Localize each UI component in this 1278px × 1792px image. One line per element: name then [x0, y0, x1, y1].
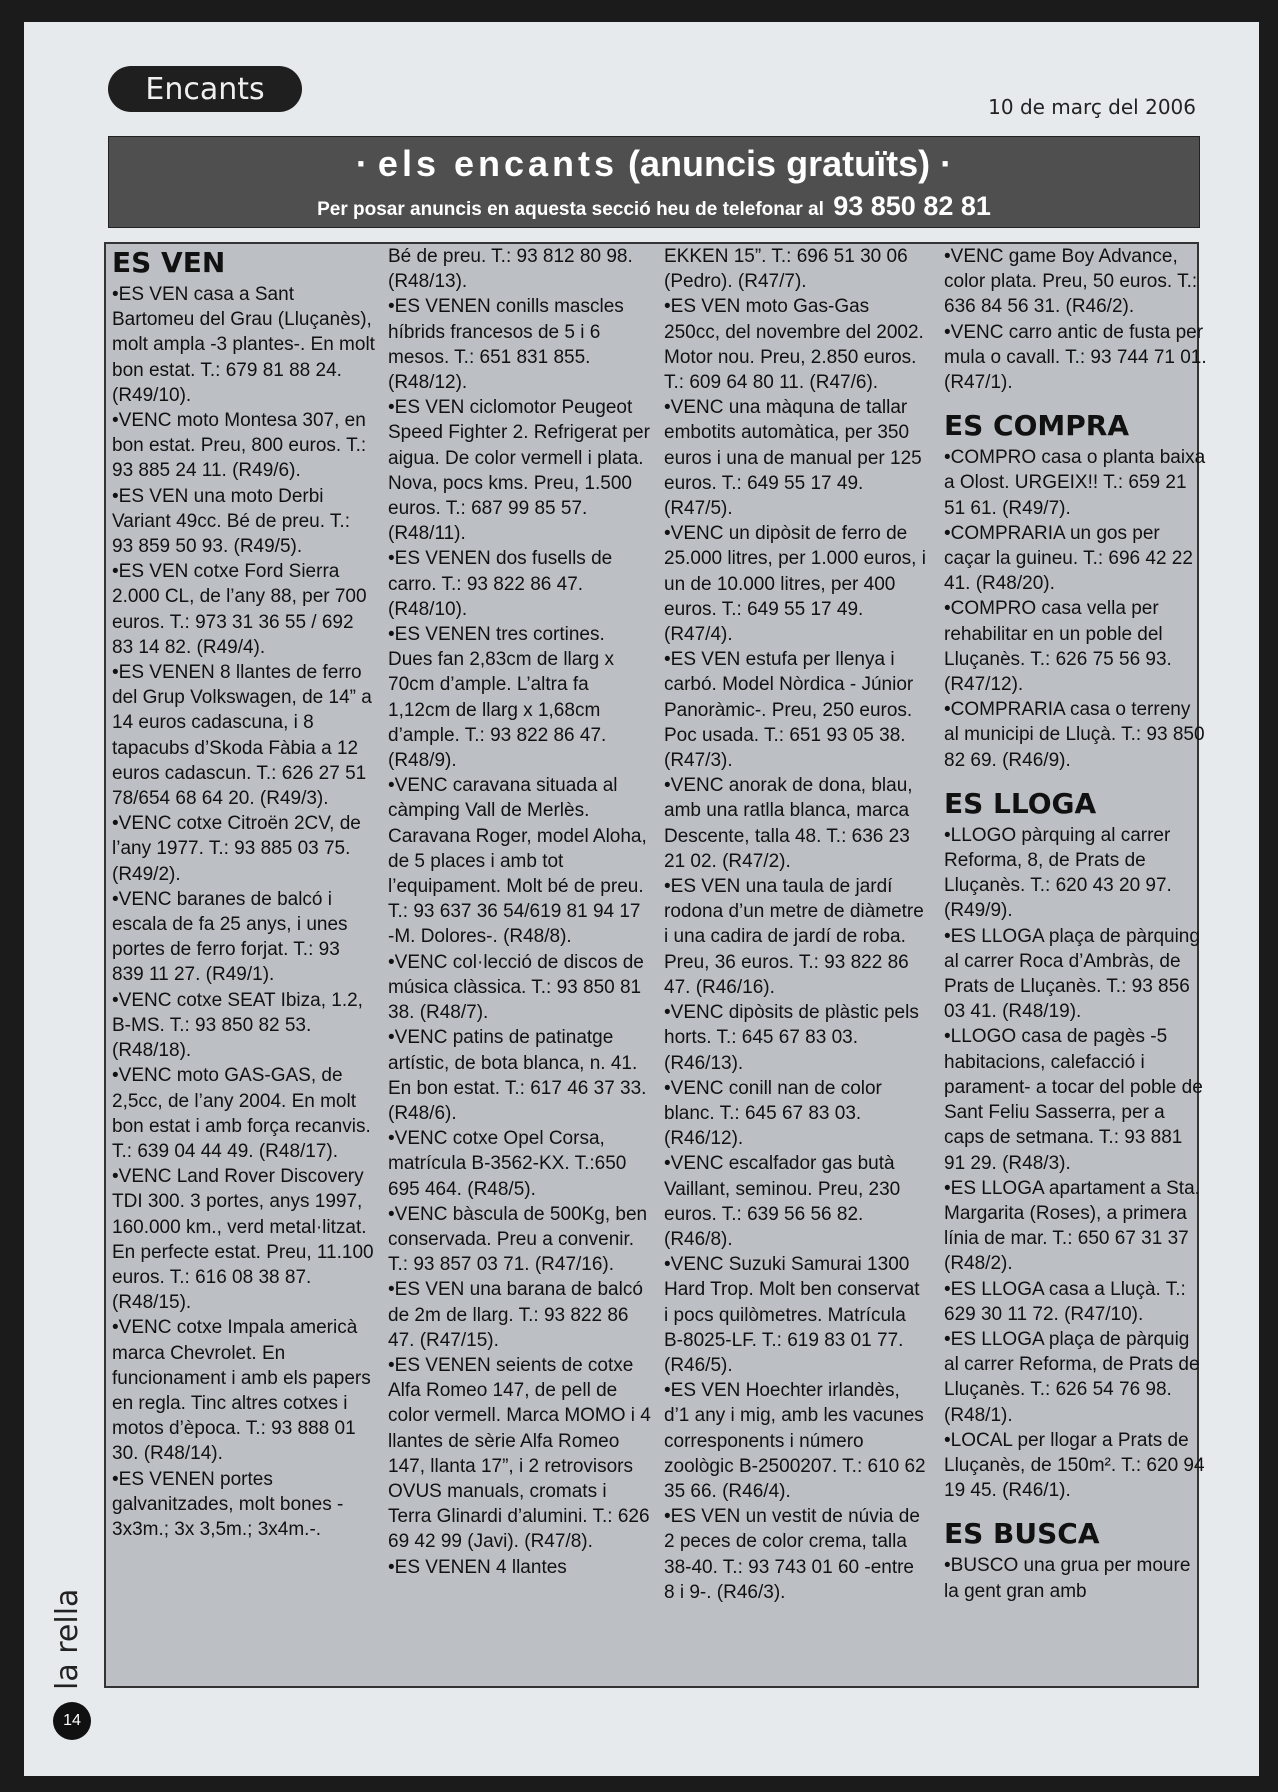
- title-dot-right: ·: [940, 143, 953, 184]
- classified-ad: • ES VEN una taula de jardí rodona d’un metre de diàmetre i una cadira de jardí de roba. Preu, 36 euros. T.: 93 822 86 47. (R46/16).: [664, 874, 928, 1000]
- classified-ad: • COMPRO casa vella per rehabilitar en un poble del Lluçanès. T.: 626 75 56 93. (R47/12).: [944, 596, 1208, 697]
- classified-ad: • COMPRARIA un gos per caçar la guineu. T.: 696 42 22 41. (R48/20).: [944, 521, 1208, 597]
- classified-ad: • VENC una màquna de tallar embotits automàtica, per 350 euros i una de manual per 125 euros. T.: 649 55 17 49. (R47/5).: [664, 395, 928, 521]
- classified-ad: • VENC cotxe SEAT Ibiza, 1.2, B-MS. T.: 93 850 82 53. (R48/18).: [112, 988, 376, 1064]
- classified-ad: • ES LLOGA plaça de pàrquig al carrer Reforma, de Prats de Lluçanès. T.: 626 54 76 98. (R48/1).: [944, 1327, 1208, 1428]
- banner-title-main: els encants: [377, 143, 619, 184]
- classified-ad: • LLOGO casa de pagès -5 habitacions, calefacció i parament- a tocar del poble de Sant Feliu Sasserra, per a caps de setmana. T.: 93 881 91 29. (R48/3).: [944, 1024, 1208, 1175]
- issue-date: 10 de març del 2006: [988, 95, 1196, 119]
- classified-ad: • ES VENEN seients de cotxe Alfa Romeo 147, de pell de color vermell. Marca MOMO i 4 llantes de sèrie Alfa Romeo 147, llanta 17”, i 2 retrovisors OVUS manuals, cromats i Terra Glinardi d’alumini. T.: 626 69 42 99 (Javi). (R47/8).: [388, 1353, 652, 1555]
- classified-ad: • ES VENEN portes galvanitzades, molt bones - 3x3m.; 3x 3,5m.; 3x4m.-.: [112, 1467, 376, 1543]
- classified-ad: • VENC moto GAS-GAS, de 2,5cc, de l’any 2004. En molt bon estat i amb força recanvis. T.: 639 04 44 49. (R48/17).: [112, 1063, 376, 1164]
- banner-title-rest: (anuncis gratuïts): [628, 143, 931, 184]
- banner-title: [109, 143, 1199, 185]
- classified-ad: • VENC caravana situada al càmping Vall de Merlès. Caravana Roger, model Aloha, de 5 places i amb tot l’equipament. Molt bé de preu. T.: 93 637 36 54/619 81 94 17 -M. Dolores-. (R48/8).: [388, 773, 652, 949]
- category-heading: ES VEN: [112, 246, 226, 279]
- classified-ad: • ES LLOGA plaça de pàrquing al carrer Roca d’Ambràs, de Prats de Lluçanès. T.: 93 856 03 41. (R48/19).: [944, 924, 1208, 1025]
- classified-ad: • VENC Land Rover Discovery TDI 300. 3 portes, anys 1997, 160.000 km., verd metal·litzat. En perfecte estat. Preu, 11.100 euros. T.: 616 08 38 87. (R48/15).: [112, 1164, 376, 1315]
- classified-ad: • VENC col·lecció de discos de música clàssica. T.: 93 850 81 38. (R48/7).: [388, 950, 652, 1026]
- banner-subtitle: [109, 191, 1199, 222]
- classified-ad: • COMPRARIA casa o terreny al municipi de Lluçà. T.: 93 850 82 69. (R46/9).: [944, 697, 1208, 773]
- classified-ad-continued: Bé de preu. T.: 93 812 80 98. (R48/13).: [388, 246, 633, 293]
- classified-ad: • VENC baranes de balcó i escala de fa 25 anys, i unes portes de ferro forjat. T.: 93 839 11 27. (R49/1).: [112, 887, 376, 988]
- classified-ad: • ES VEN ciclomotor Peugeot Speed Fighter 2. Refrigerat per aigua. De color vermell i plata. Nova, pocs kms. Preu, 1.500 euros. T.: 687 99 85 57. (R48/11).: [388, 395, 652, 546]
- category-heading: ES BUSCA: [944, 1517, 1100, 1551]
- classified-ad: • VENC moto Montesa 307, en bon estat. Preu, 800 euros. T.: 93 885 24 11. (R49/6).: [112, 408, 376, 484]
- classified-ad: • VENC bàscula de 500Kg, ben conservada. Preu a convenir. T.: 93 857 03 71. (R47/16).: [388, 1202, 652, 1278]
- classified-ad: • ES VENEN dos fusells de carro. T.: 93 822 86 47. (R48/10).: [388, 546, 652, 622]
- classifieds-banner: [108, 136, 1200, 228]
- classified-ad: • COMPRO casa o planta baixa a Olost. URGEIX!! T.: 659 21 51 61. (R49/7).: [944, 445, 1208, 521]
- classified-ad: • ES VEN un vestit de núvia de 2 peces de color crema, talla 38-40. T.: 93 743 01 60 -entre 8 i 9-. (R46/3).: [664, 1504, 928, 1605]
- classified-ad: • VENC un dipòsit de ferro de 25.000 litres, per 1.000 euros, i un de 10.000 litres, per 400 euros. T.: 649 55 17 49. (R47/4).: [664, 521, 928, 647]
- classified-ad: • VENC patins de patinatge artístic, de bota blanca, n. 41. En bon estat. T.: 617 46 37 33. (R48/6).: [388, 1025, 652, 1126]
- publication-name: la rella: [50, 1588, 85, 1690]
- classified-ad: • VENC cotxe Citroën 2CV, de l’any 1977. T.: 93 885 03 75. (R49/2).: [112, 811, 376, 887]
- classified-ad: • ES VEN estufa per llenya i carbó. Model Nòrdica - Júnior Panoràmic-. Preu, 250 euros. Poc usada. T.: 651 93 05 38. (R47/3).: [664, 647, 928, 773]
- classified-ad: • ES VEN una moto Derbi Variant 49cc. Bé de preu. T.: 93 859 50 93. (R49/5).: [112, 484, 376, 560]
- classified-ad: • VENC escalfador gas butà Vaillant, seminou. Preu, 230 euros. T.: 639 56 56 82. (R46/8).: [664, 1151, 928, 1252]
- classified-ad: • VENC cotxe Impala americà marca Chevrolet. En funcionament i amb els papers en regla. Tinc altres cotxes i motos d’època. T.: 93 888 01 30. (R48/14).: [112, 1315, 376, 1466]
- category-heading: ES COMPRA: [944, 409, 1130, 443]
- column-4: [944, 244, 1208, 1686]
- section-label: Encants: [108, 66, 302, 112]
- classified-ad: • LOCAL per llogar a Prats de Lluçanès, de 150m². T.: 620 94 19 45. (R46/1).: [944, 1428, 1208, 1504]
- banner-phone: 93 850 82 81: [833, 191, 991, 221]
- page-number: 14: [53, 1702, 91, 1740]
- classified-ad: • BUSCO una grua per moure la gent gran amb: [944, 1553, 1208, 1603]
- classified-ad: • ES VEN casa a Sant Bartomeu del Grau (Lluçanès), molt ampla -3 plantes-. En molt bon estat. T.: 679 81 88 24. (R49/10).: [112, 282, 376, 408]
- classified-ad: • ES VENEN 8 llantes de ferro del Grup Volkswagen, de 14” a 14 euros cadascuna, i 8 tapacubs d’Skoda Fàbia a 12 euros cadascun. T.: 626 27 51 78/654 68 64 20. (R49/3).: [112, 660, 376, 811]
- classified-ad: • VENC game Boy Advance, color plata. Preu, 50 euros. T.: 636 84 56 31. (R46/2).: [944, 244, 1208, 320]
- banner-instruction: Per posar anuncis en aquesta secció heu de telefonar al: [317, 199, 824, 220]
- classified-ad: • ES LLOGA casa a Lluçà. T.: 629 30 11 72. (R47/10).: [944, 1277, 1208, 1327]
- classified-ad: • VENC anorak de dona, blau, amb una ratlla blanca, marca Descente, talla 48. T.: 636 23 21 02. (R47/2).: [664, 773, 928, 874]
- classified-ad: • ES VEN una barana de balcó de 2m de llarg. T.: 93 822 86 47. (R47/15).: [388, 1277, 652, 1353]
- category-heading: ES LLOGA: [944, 786, 1097, 820]
- classified-ad: • ES VENEN conills mascles híbrids francesos de 5 i 6 mesos. T.: 651 831 855. (R48/12).: [388, 294, 652, 395]
- classified-ad: • ES VEN Hoechter irlandès, d’1 any i mig, amb les vacunes corresponents i número zoològic B-2500207. T.: 610 62 35 66. (R46/4).: [664, 1378, 928, 1504]
- classified-ad: • VENC Suzuki Samurai 1300 Hard Trop. Molt ben conservat i pocs quilòmetres. Matrícula B-8025-LF. T.: 619 83 01 77. (R46/5).: [664, 1252, 928, 1378]
- column-2: [388, 244, 652, 1686]
- classified-ad-continued: EKKEN 15”. T.: 696 51 30 06 (Pedro). (R47/7).: [664, 246, 908, 293]
- column-3: [664, 244, 928, 1686]
- classified-ad: • VENC cotxe Opel Corsa, matrícula B-3562-KX. T.:650 695 464. (R48/5).: [388, 1126, 652, 1202]
- classified-ad: • VENC conill nan de color blanc. T.: 645 67 83 03. (R46/12).: [664, 1076, 928, 1152]
- classified-ad: • VENC dipòsits de plàstic pels horts. T.: 645 67 83 03. (R46/13).: [664, 1000, 928, 1076]
- classified-ad: • LLOGO pàrquing al carrer Reforma, 8, de Prats de Lluçanès. T.: 620 43 20 97. (R49/9).: [944, 823, 1208, 924]
- classified-ad: • ES VEN moto Gas-Gas 250cc, del novembre del 2002. Motor nou. Preu, 2.850 euros. T.: 609 64 80 11. (R47/6).: [664, 294, 928, 395]
- classified-ad: • ES VENEN 4 llantes: [388, 1555, 652, 1580]
- column-1: [112, 244, 376, 1686]
- classified-ad: • ES VENEN tres cortines. Dues fan 2,83cm de llarg x 70cm d’ample. L’altra fa 1,12cm de llarg x 1,68cm d’ample. T.: 93 822 86 47. (R48/9).: [388, 622, 652, 773]
- classified-ad: • ES LLOGA apartament a Sta. Margarita (Roses), a primera línia de mar. T.: 650 67 31 37 (R48/2).: [944, 1176, 1208, 1277]
- classified-ad: • ES VEN cotxe Ford Sierra 2.000 CL, de l’any 88, per 700 euros. T.: 973 31 36 55 / 692 83 14 82. (R49/4).: [112, 559, 376, 660]
- classified-ad: • VENC carro antic de fusta per mula o cavall. T.: 93 744 71 01. (R47/1).: [944, 320, 1208, 396]
- title-dot-left: ·: [355, 143, 368, 184]
- classifieds-body: [104, 242, 1207, 1688]
